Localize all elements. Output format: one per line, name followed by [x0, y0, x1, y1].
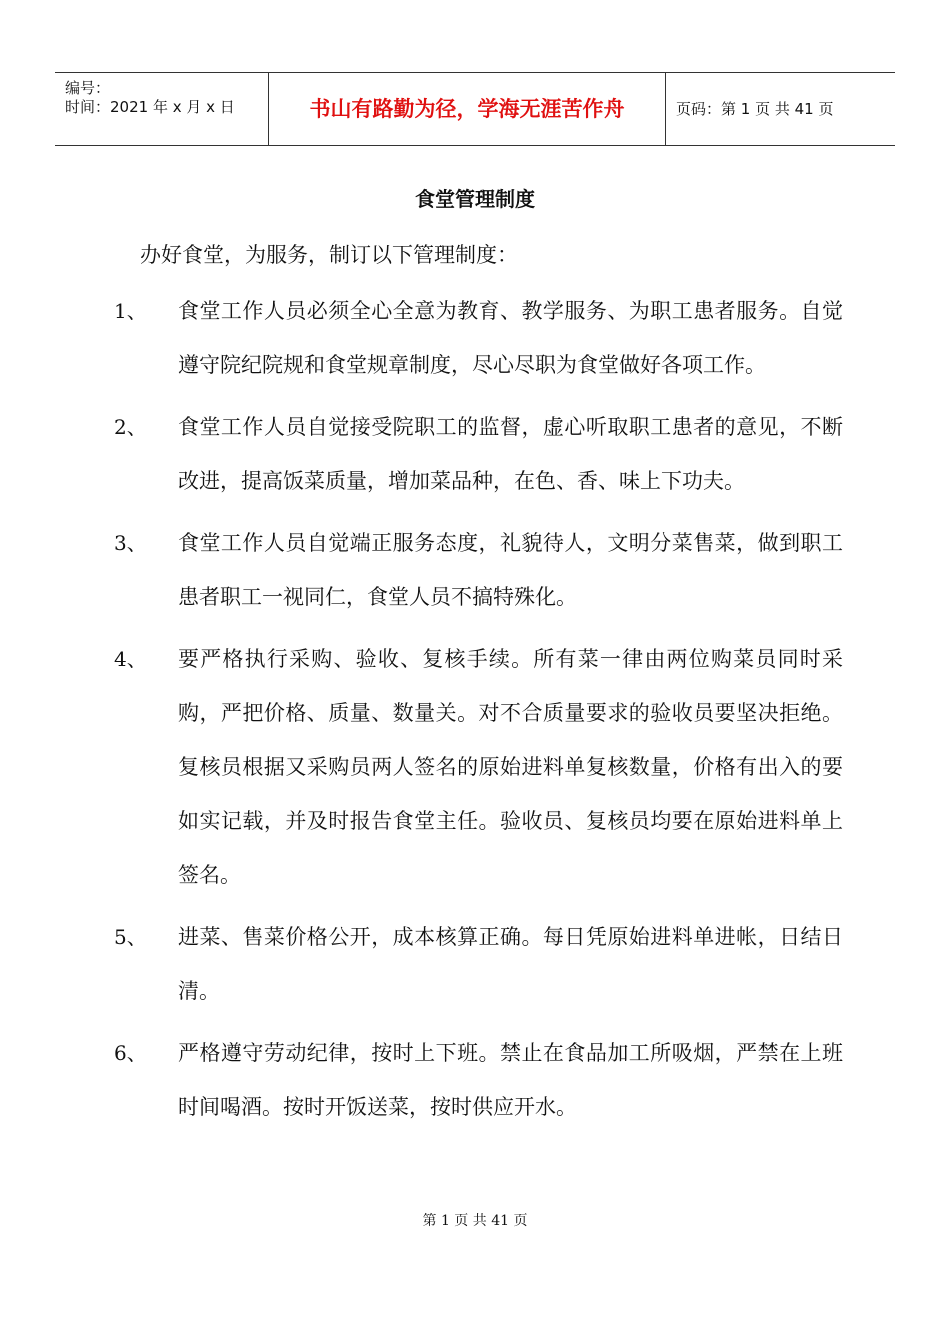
header-motto-cell	[269, 73, 666, 145]
rule-number: 3、	[114, 531, 147, 555]
header-page-info: 页码：第 1 页 共 41 页	[676, 100, 834, 118]
rule-number: 1、	[114, 299, 147, 323]
rule-text: 严格遵守劳动纪律，按时上下班。禁止在食品加工所吸烟，严禁在上班时间喝酒。按时开饭送菜，按时供应开水。	[178, 1041, 843, 1119]
rule-item	[0, 910, 950, 1018]
rule-number: 4、	[114, 647, 147, 671]
rule-number: 6、	[114, 1041, 147, 1065]
rule-number: 2、	[114, 415, 147, 439]
rule-number: 5、	[114, 925, 147, 949]
rule-item	[0, 1026, 950, 1134]
rule-text: 食堂工作人员必须全心全意为教育、教学服务、为职工患者服务。自觉遵守院纪院规和食堂规章制度，尽心尽职为食堂做好各项工作。	[178, 299, 843, 377]
document-intro: 办好食堂，为服务，制订以下管理制度：	[140, 243, 518, 267]
rule-item	[0, 516, 950, 624]
header-motto: 书山有路勤为径，学海无涯苦作舟	[309, 97, 625, 121]
page-footer: 第 1 页 共 41 页	[422, 1213, 528, 1229]
document-time-label: 时间：2021 年 x 月 x 日	[65, 98, 235, 116]
rule-text: 食堂工作人员自觉端正服务态度，礼貌待人，文明分菜售菜，做到职工患者职工一视同仁，食堂人员不搞特殊化。	[178, 531, 843, 609]
rules-list	[0, 284, 950, 1142]
header-page-cell	[666, 73, 895, 145]
page-header	[55, 72, 895, 146]
rule-item	[0, 400, 950, 508]
rule-text: 进菜、售菜价格公开，成本核算正确。每日凭原始进料单进帐，日结日清。	[178, 925, 843, 1003]
rule-item	[0, 632, 950, 902]
header-meta-cell	[55, 73, 269, 145]
rule-text: 要严格执行采购、验收、复核手续。所有菜一律由两位购菜员同时采购，严把价格、质量、数量关。对不合质量要求的验收员要坚决拒绝。复核员根据又采购员两人签名的原始进料单复核数量，价格有出入的要如实记载，并及时报告食堂主任。验收员、复核员均要在原始进料单上签名。	[178, 647, 843, 887]
rule-item	[0, 284, 950, 392]
document-title: 食堂管理制度	[415, 187, 535, 211]
rule-text: 食堂工作人员自觉接受院职工的监督，虚心听取职工患者的意见，不断改进，提高饭菜质量，增加菜品种，在色、香、味上下功夫。	[178, 415, 843, 493]
document-number-label: 编号：	[65, 79, 111, 97]
